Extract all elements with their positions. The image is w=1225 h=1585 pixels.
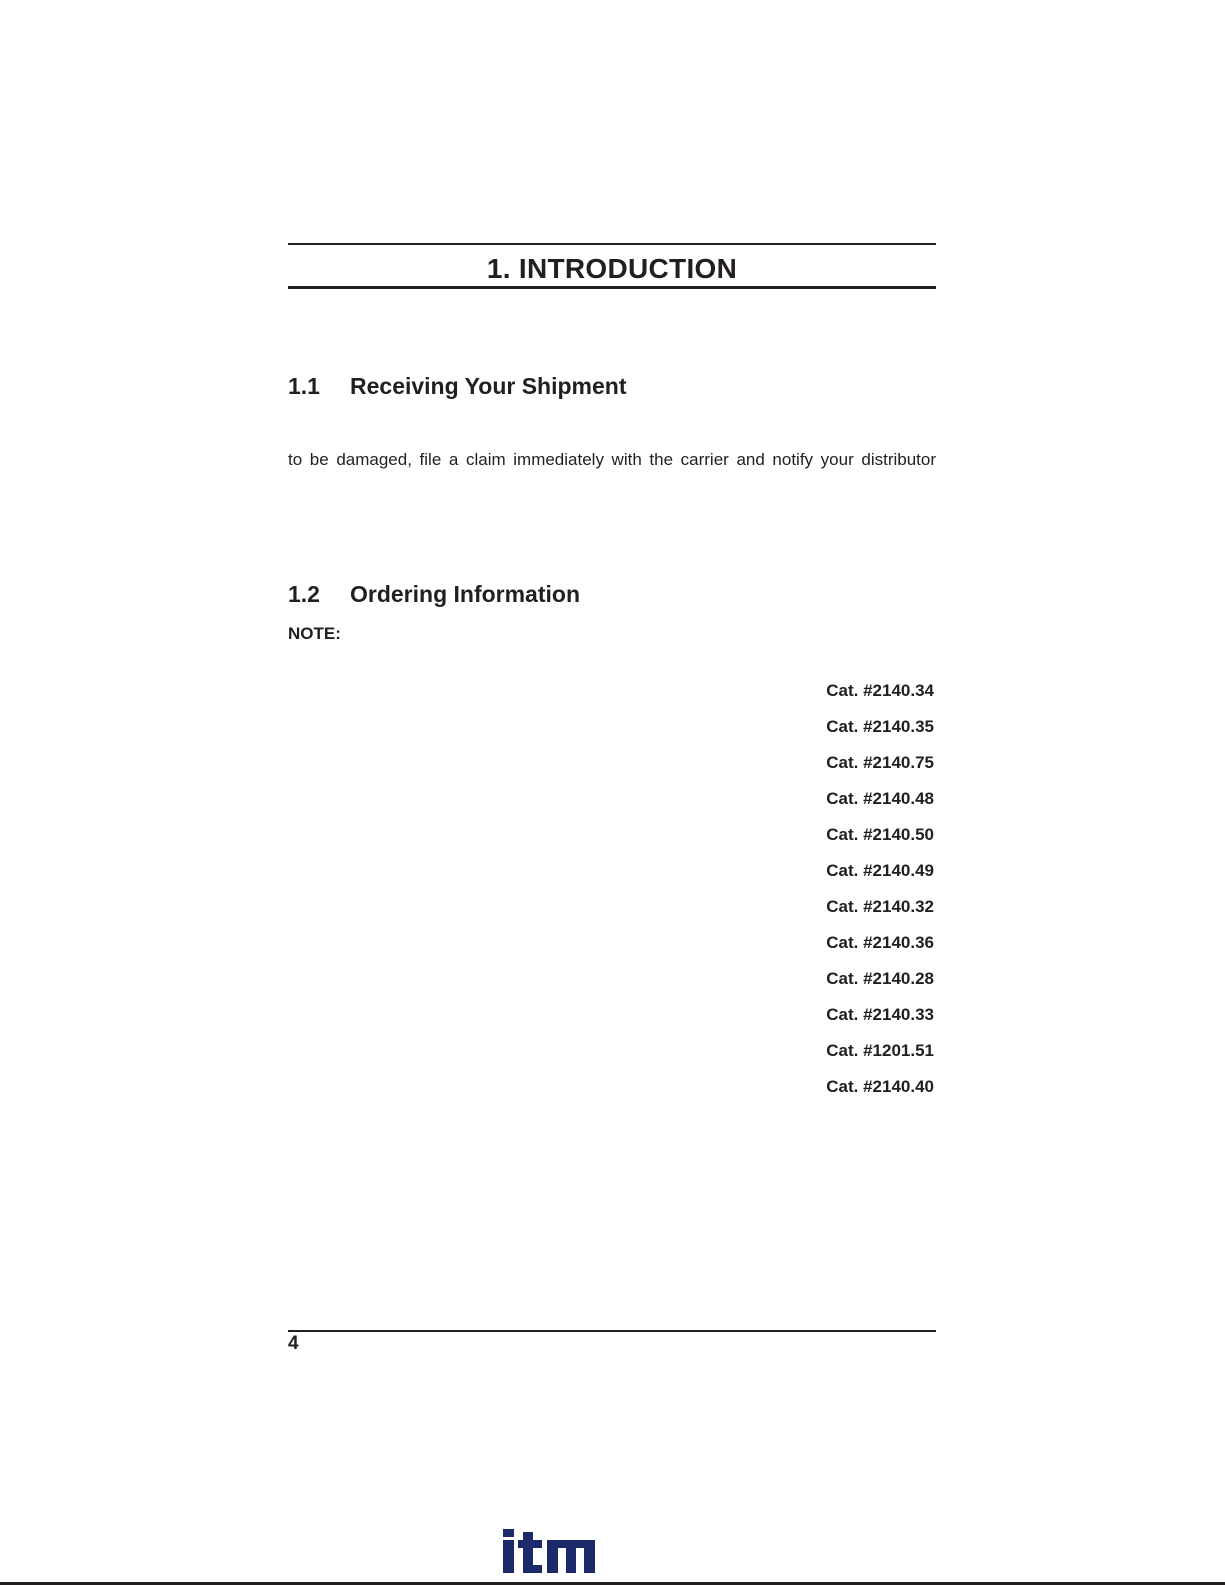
catalog-number: Cat. #2140.75 — [826, 753, 934, 772]
catalog-number: Cat. #2140.33 — [826, 1005, 934, 1024]
catalog-number: Cat. #2140.36 — [826, 933, 934, 952]
catalog-number-list — [826, 681, 934, 1113]
catalog-number: Cat. #2140.48 — [826, 789, 934, 808]
catalog-number: Cat. #2140.49 — [826, 861, 934, 880]
catalog-number: Cat. #2140.35 — [826, 717, 934, 736]
chapter-title: 1. INTRODUCTION — [486, 253, 738, 284]
receiving-body-text: to be damaged, file a claim immediately with the carrier and notify your distributor — [288, 450, 936, 469]
catalog-number: Cat. #2140.32 — [826, 897, 934, 916]
section-heading-ordering — [288, 580, 580, 608]
section-number: 1.1 — [288, 373, 320, 399]
catalog-number: Cat. #2140.40 — [826, 1077, 934, 1096]
chapter-bottom-rule — [288, 286, 936, 289]
itm-logo-icon — [503, 1529, 595, 1573]
page-number: 4 — [288, 1333, 299, 1354]
catalog-number: Cat. #2140.50 — [826, 825, 934, 844]
catalog-number: Cat. #2140.34 — [826, 681, 934, 700]
chapter-top-rule — [288, 243, 936, 245]
section-heading-receiving — [288, 372, 626, 400]
footer-rule — [288, 1330, 936, 1332]
section-title: Receiving Your Shipment — [350, 373, 627, 399]
note-label: NOTE: — [288, 624, 341, 643]
section-title: Ordering Information — [350, 581, 580, 607]
catalog-number: Cat. #1201.51 — [826, 1041, 934, 1060]
section-number: 1.2 — [288, 581, 320, 607]
catalog-number: Cat. #2140.28 — [826, 969, 934, 988]
